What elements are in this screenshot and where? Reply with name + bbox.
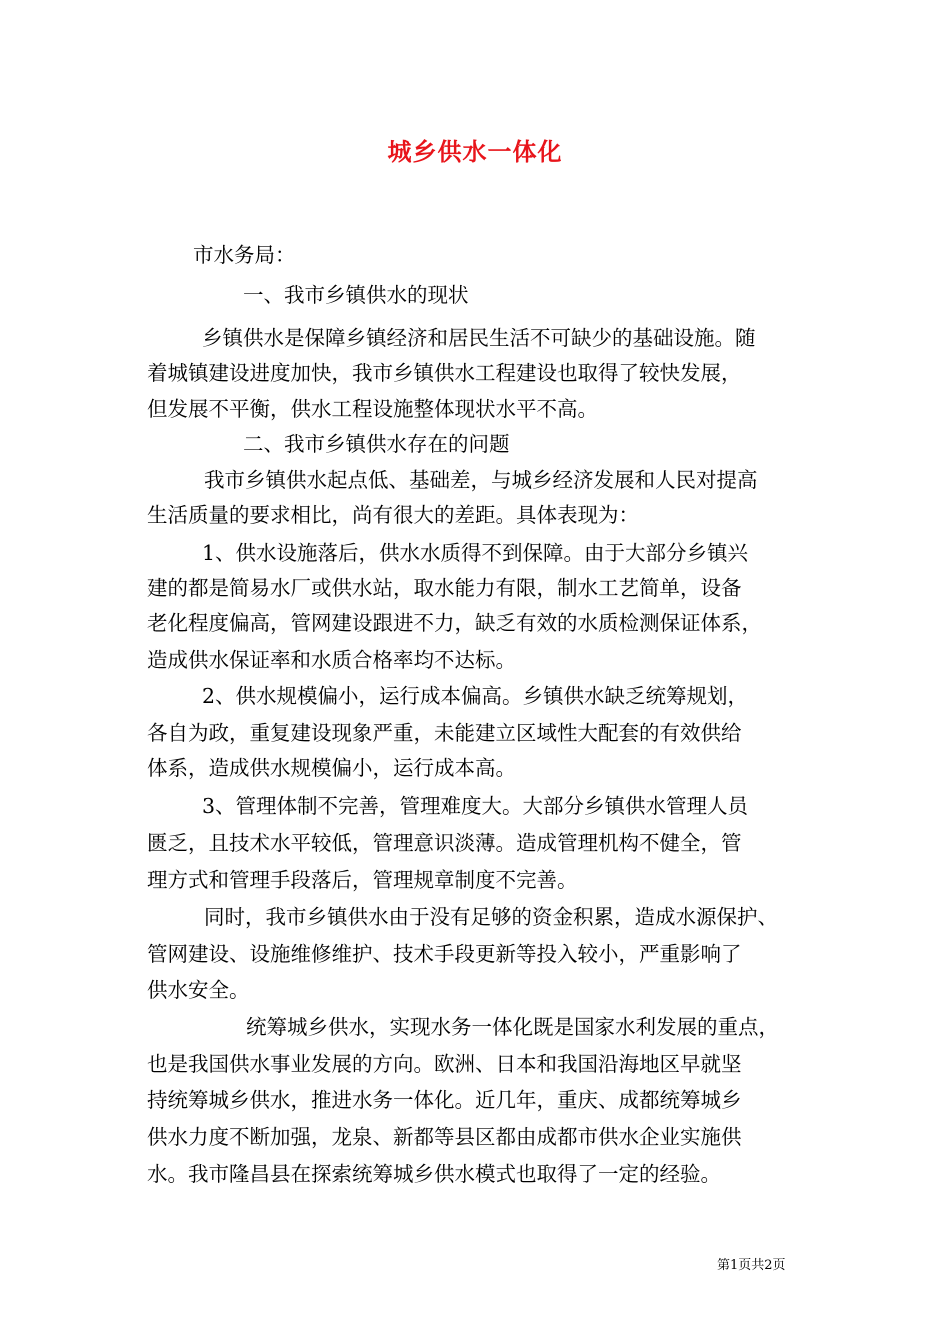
body-line: 乡镇供水是保障乡镇经济和居民生活不可缺少的基础设施。随 [202,326,756,350]
section-heading: 二、我市乡镇供水存在的问题 [243,432,510,456]
body-line: 持统筹城乡供水，推进水务一体化。近几年，重庆、成都统筹城乡 [147,1088,742,1112]
body-line: 理方式和管理手段落后，管理规章制度不完善。 [147,868,578,892]
body-line: 生活质量的要求相比，尚有很大的差距。具体表现为： [147,503,639,527]
body-line: 市水务局： [193,243,296,267]
section-heading: 一、我市乡镇供水的现状 [243,283,469,307]
body-line: 供水力度不断加强，龙泉、新都等县区都由成都市供水企业实施供 [147,1125,742,1149]
body-line: 水。我市隆昌县在探索统筹城乡供水模式也取得了一定的经验。 [147,1162,721,1186]
body-line: 管网建设、设施维修维护、技术手段更新等投入较小，严重影响了 [147,942,742,966]
body-line: 老化程度偏高，管网建设跟进不力，缺乏有效的水质检测保证体系， [147,611,762,635]
body-line: 同时，我市乡镇供水由于没有足够的资金积累，造成水源保护、 [204,905,778,929]
body-line: 也是我国供水事业发展的方向。欧洲、日本和我国沿海地区早就坚 [147,1052,742,1076]
body-line: 统筹城乡供水，实现水务一体化既是国家水利发展的重点， [246,1015,779,1039]
body-line: 但发展不平衡，供水工程设施整体现状水平不高。 [147,397,598,421]
body-line: 造成供水保证率和水质合格率均不达标。 [147,648,516,672]
body-line: 体系，造成供水规模偏小，运行成本高。 [147,756,516,780]
body-line: 我市乡镇供水起点低、基础差，与城乡经济发展和人民对提高 [204,468,758,492]
body-line: 1、供水设施落后，供水水质得不到保障。由于大部分乡镇兴 [202,541,749,565]
body-line: 匮乏，且技术水平较低，管理意识淡薄。造成管理机构不健全，管 [147,831,742,855]
body-line: 建的都是简易水厂或供水站，取水能力有限，制水工艺简单，设备 [147,576,742,600]
body-line: 2、供水规模偏小，运行成本偏高。乡镇供水缺乏统筹规划， [202,684,749,708]
page-number: 第1页共2页 [717,1258,786,1273]
document-title: 城乡供水一体化 [387,137,563,166]
body-line: 各自为政，重复建设现象严重，未能建立区域性大配套的有效供给 [147,721,742,745]
body-line: 着城镇建设进度加快，我市乡镇供水工程建设也取得了较快发展， [147,361,742,385]
body-line: 3、管理体制不完善，管理难度大。大部分乡镇供水管理人员 [202,794,749,818]
body-line: 供水安全。 [147,978,250,1002]
